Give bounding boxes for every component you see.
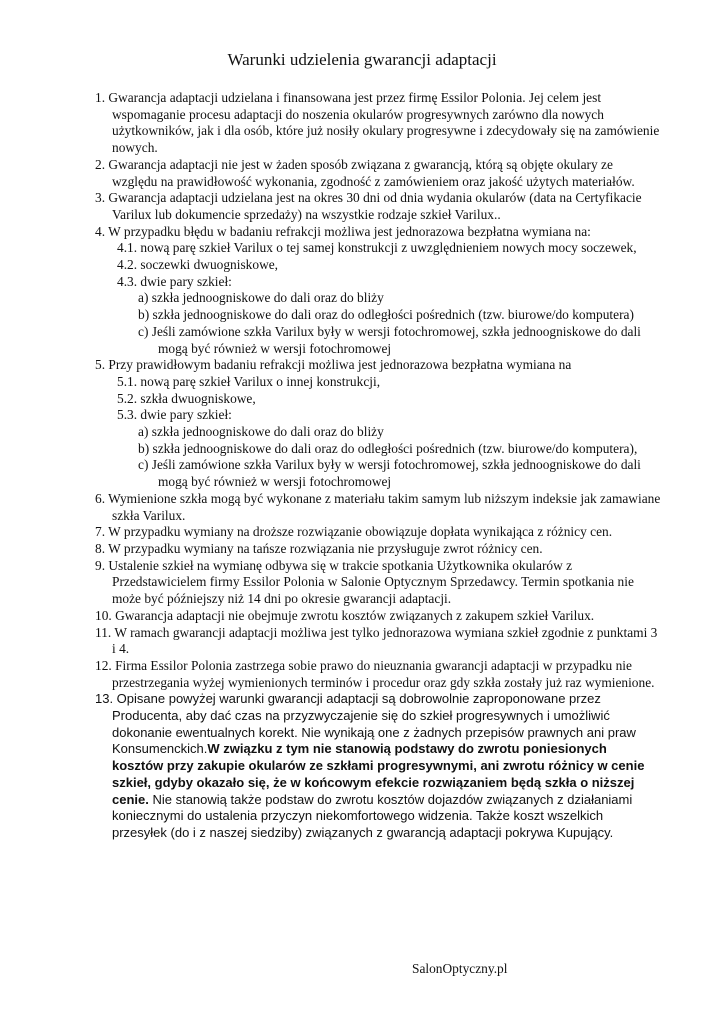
condition-5-2: 5.2. szkła dwuogniskowe, [117,390,256,406]
condition-4-2: 4.2. soczewki dwuogniskowe, [117,257,279,273]
condition-13-intro: 13. Opisane powyżej warunki gwarancji adaptacji są dobrowolnie zaproponowane przez Producenta, aby dać czas na przyzwyczajenie się do szkieł progresywnych i umożliwić dokonanie ewentualnych korekt. Nie wynikają one z żadnych przepisów prawnych ani praw Konsumenckich. [95,691,636,757]
condition-4-3-c: c) Jeśli zamówione szkła Varilux były w wersji fotochromowej, szkła jednoogniskowe do dali mogą być również w wersji fotochromowej [138,323,641,356]
condition-2: 2. Gwarancja adaptacji nie jest w żaden sposób związana z gwarancją, którą są objęte okulary ze względu na prawidłowość wykonania, zgodność z zamówieniem oraz jakość użytych materiałów. [95,156,635,189]
condition-8: 8. W przypadku wymiany na tańsze rozwiązania nie przysługuje zwrot różnicy cen. [95,540,543,556]
condition-7: 7. W przypadku wymiany na droższe rozwiązanie obowiązuje dopłata wynikająca z różnicy cen. [95,524,613,540]
condition-5-3-c: c) Jeśli zamówione szkła Varilux były w wersji fotochromowej, szkła jednoogniskowe do dali mogą być również w wersji fotochromowej [138,457,641,490]
condition-4-3: 4.3. dwie pary szkieł: [117,273,232,289]
condition-1: 1. Gwarancja adaptacji udzielana i finansowana jest przez firmę Essilor Polonia. Jej celem jest wspomaganie procesu adaptacji do noszenia okularów progresywnych zarówno dla nowych użytkowników, jak i dla osób, które już nosiły okulary progresywne i zdecydowały się na zamówienie nowych. [95,90,660,156]
condition-6: 6. Wymienione szkła mogą być wykonane z materiału takim samym lub niższym indeksie jak zamawiane szkła Varilux. [95,490,661,523]
condition-13 [95,691,661,841]
condition-3: 3. Gwarancja adaptacji udzielana jest na okres 30 dni od dnia wydania okularów (data na Certyfikacie Varilux lub dokumencie sprzedaży) na wszystkie rodzaje szkieł Varilux.. [95,190,642,222]
condition-13-bold-notice: W związku z tym nie stanowią podstawy do zwrotu poniesionych kosztów przy zakupie okularów ze szkłami progresywnymi, ani zwrotu różnicy w cenie szkieł, gdyby okazało się, że w końcowym efekcie rozwiązaniem będą szkła o niższej cenie. [112,741,645,807]
conditions-list [95,90,661,842]
condition-4-1: 4.1. nową parę szkieł Varilux o tej samej konstrukcji z uwzględnieniem nowych mocy soczewek, [117,240,637,256]
condition-5-1: 5.1. nową parę szkieł Varilux o innej konstrukcji, [117,373,381,389]
condition-10: 10. Gwarancja adaptacji nie obejmuje zwrotu kosztów związanych z zakupem szkieł Varilux. [95,607,595,623]
condition-5-3-b: b) szkła jednoogniskowe do dali oraz do odległości pośrednich (tzw. biurowe/do komputera), [138,440,638,456]
condition-5-3: 5.3. dwie pary szkieł: [117,407,232,423]
page-title: Warunki udzielenia gwarancji adaptacji [227,50,497,69]
footer-site-name: SalonOptyczny.pl [412,961,508,976]
condition-12: 12. Firma Essilor Polonia zastrzega sobie prawo do nieuznania gwarancji adaptacji w przypadku nie przestrzegania wyżej wymienionych terminów i procedur oraz gdy szkła zostały już raz wymienione. [95,657,655,690]
condition-11: 11. W ramach gwarancji adaptacji możliwa jest tylko jednorazowa wymiana szkieł zgodnie z punktami 3 i 4. [95,624,658,657]
condition-4-3-a: a) szkła jednoogniskowe do dali oraz do bliży [138,290,384,306]
condition-4: 4. W przypadku błędu w badaniu refrakcji możliwa jest jednorazowa bezpłatna wymiana na: [95,223,591,239]
condition-13-outro: Nie stanowią także podstaw do zwrotu kosztów dojazdów związanych z działaniami koniecznymi do ustalenia przyczyn niekomfortowego widzenia. Także koszt wszelkich przesyłek (do i z naszej siedziby) związanych z gwarancją adaptacji pokrywa Kupujący. [112,791,633,840]
condition-5: 5. Przy prawidłowym badaniu refrakcji możliwa jest jednorazowa bezpłatna wymiana na [95,357,572,373]
condition-9: 9. Ustalenie szkieł na wymianę odbywa się w trakcie spotkania Użytkownika okularów z Przedstawicielem firmy Essilor Polonia w Salonie Optycznym Sprzedawcy. Termin spotkania nie może być późniejszy niż 14 dni po okresie gwarancji adaptacji. [95,557,634,607]
condition-4-3-b: b) szkła jednoogniskowe do dali oraz do odległości pośrednich (tzw. biurowe/do komputera) [138,307,634,323]
condition-5-3-a: a) szkła jednoogniskowe do dali oraz do bliży [138,424,384,440]
